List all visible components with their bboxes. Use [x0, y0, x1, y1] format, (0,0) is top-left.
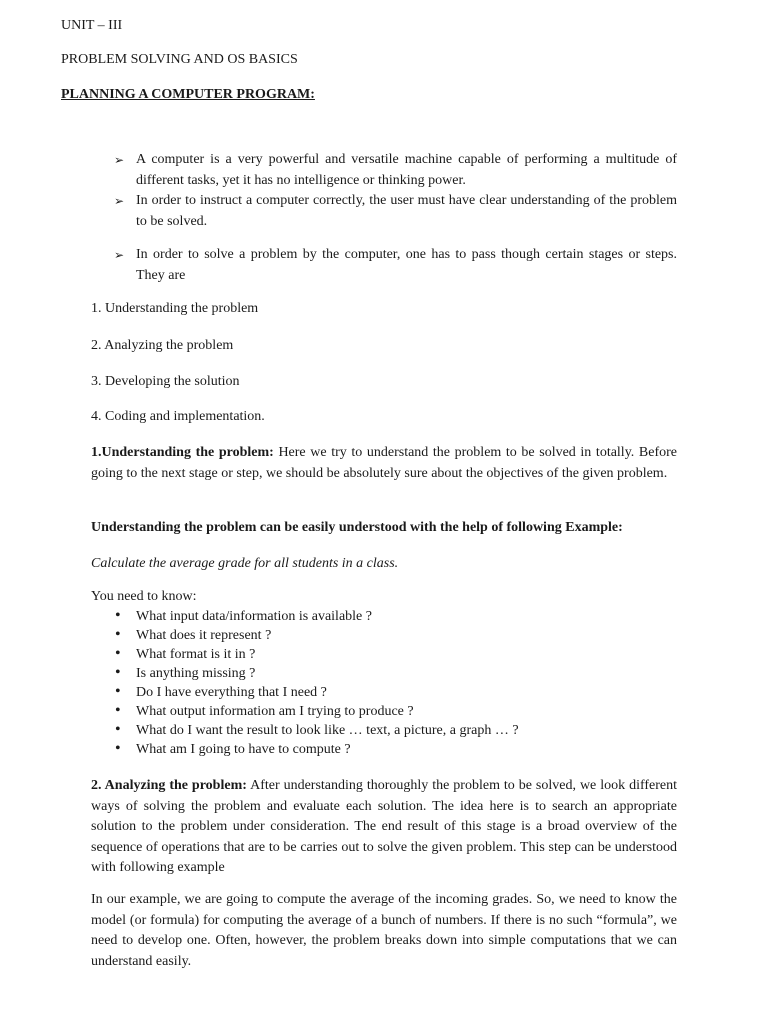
- bullet-icon: •: [115, 702, 121, 719]
- bullet-icon: •: [115, 607, 121, 624]
- section-title: PLANNING A COMPUTER PROGRAM:: [61, 87, 315, 102]
- arrow-bullet-item: A computer is a very powerful and versatile machine capable of performing a multitude of different tasks, yet it has no intelligence or thinking power.: [136, 152, 677, 188]
- example-paragraph: In our example, we are going to compute the average of the incoming grades. So, we need to know the model (or formula) for computing the average of a bunch of numbers. If there is no such “formula”, we need to develop one. Often, however, the problem breaks down into simple computations that we can understand easily.: [91, 892, 677, 969]
- question-item: What am I going to have to compute ?: [136, 742, 351, 757]
- arrow-bullet-item: In order to solve a problem by the computer, one has to pass though certain stages or steps. They are: [136, 247, 677, 283]
- stage-item: 4. Coding and implementation.: [91, 409, 265, 424]
- analyzing-heading: 2. Analyzing the problem:: [91, 778, 247, 793]
- bullet-icon: •: [115, 683, 121, 700]
- subject-title: PROBLEM SOLVING AND OS BASICS: [61, 52, 298, 67]
- arrow-bullet-icon: ➢: [114, 153, 125, 167]
- bullet-icon: •: [115, 645, 121, 662]
- understanding-text: Here we try to understand the problem to be solved in totally. Before going to the next stage or step, we should be absolutely sure about the objectives of the given problem.: [91, 445, 677, 481]
- arrow-bullet-icon: ➢: [114, 248, 125, 262]
- bullet-icon: •: [115, 740, 121, 757]
- arrow-bullet-icon: ➢: [114, 194, 125, 208]
- question-item: What output information am I trying to produce ?: [136, 704, 414, 719]
- understanding-paragraph: [91, 443, 677, 484]
- question-item: What input data/information is available ?: [136, 609, 372, 624]
- stage-item: 3. Developing the solution: [91, 374, 240, 389]
- question-item: What format is it in ?: [136, 647, 256, 662]
- question-item: What do I want the result to look like … text, a picture, a graph … ?: [136, 723, 519, 738]
- understanding-heading: 1.Understanding the problem:: [91, 445, 274, 460]
- bullet-icon: •: [115, 721, 121, 738]
- stage-item: 2. Analyzing the problem: [91, 338, 234, 353]
- need-to-know-label: You need to know:: [91, 589, 197, 604]
- example-task: Calculate the average grade for all students in a class.: [91, 556, 399, 571]
- bullet-icon: •: [115, 626, 121, 643]
- bullet-icon: •: [115, 664, 121, 681]
- stage-item: 1. Understanding the problem: [91, 301, 259, 316]
- question-item: Do I have everything that I need ?: [136, 685, 327, 700]
- question-item: What does it represent ?: [136, 628, 272, 643]
- unit-label: UNIT – III: [61, 18, 123, 33]
- question-item: Is anything missing ?: [136, 666, 256, 681]
- example-heading: Understanding the problem can be easily understood with the help of following Example:: [91, 520, 623, 535]
- analyzing-text: After understanding thoroughly the problem to be solved, we look different ways of solving the problem and evaluate each solution. The idea here is to search an appropriate solution to the problem under consideration. The end result of this stage is a broad overview of the sequence of operations that are to be carries out to solve the given problem. This step can be understood with following example: [91, 778, 678, 875]
- arrow-bullet-item: In order to instruct a computer correctly, the user must have clear understanding of the problem to be solved.: [136, 193, 677, 229]
- analyzing-paragraph: [91, 776, 677, 879]
